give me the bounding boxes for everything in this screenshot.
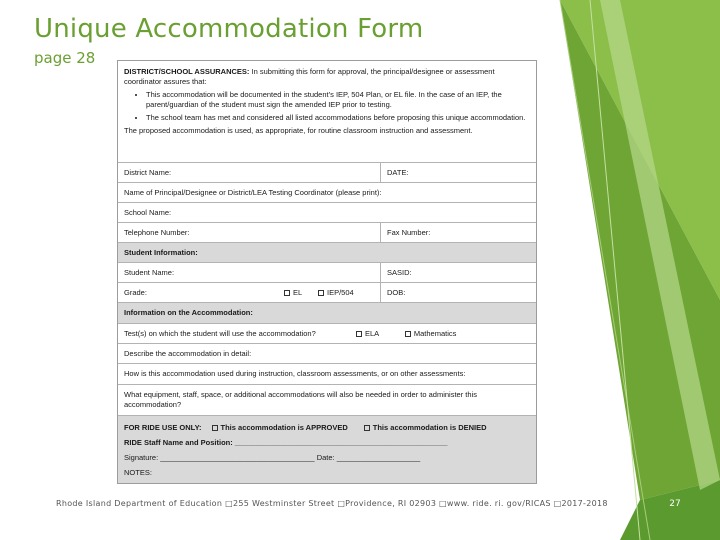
describe-row xyxy=(118,344,536,364)
how-used-row xyxy=(118,364,536,385)
assurance-bullet: • The school team has met and considered all listed accommodations before proposing this unique accommodation. xyxy=(146,113,530,123)
assurances-heading: DISTRICT/SCHOOL ASSURANCES: xyxy=(124,67,250,76)
principal-row xyxy=(118,183,536,203)
principal-name-label: Name of Principal/Designee or District/LEA Testing Coordinator (please print): xyxy=(124,188,382,197)
test-options xyxy=(350,324,536,343)
slide-title: Unique Accommodation Form xyxy=(34,14,424,44)
assurances-intro: In submitting this form for approval, the principal/designee or assessment coordinator assures that: xyxy=(124,67,495,86)
assurances-closing: The proposed accommodation is used, as appropriate, for routine classroom instruction and assessment. xyxy=(124,126,473,135)
mathematics-label: Mathematics xyxy=(413,329,457,338)
describe-label: Describe the accommodation in detail: xyxy=(124,349,252,358)
ride-use-section xyxy=(118,416,536,483)
school-row xyxy=(118,203,536,223)
page-number: 27 xyxy=(669,499,681,509)
ride-use-heading: FOR RIDE USE ONLY: xyxy=(124,423,202,432)
how-used-label: How is this accommodation used during instruction, classroom assessments, or on other assessments: xyxy=(124,369,466,378)
school-name-label: School Name: xyxy=(124,208,172,217)
telephone-row xyxy=(118,223,536,243)
iep504-checkbox[interactable] xyxy=(318,290,324,296)
assurances-list xyxy=(124,90,530,123)
denied-checkbox[interactable] xyxy=(364,425,370,431)
accommodation-info-heading: Information on the Accommodation: xyxy=(124,308,253,317)
iep504-label: IEP/504 xyxy=(327,288,354,297)
tests-label: Test(s) on which the student will use the accommodation? xyxy=(124,329,316,338)
signature-line: Signature: _____________________________________ Date: ____________________ xyxy=(124,453,421,462)
student-name-row xyxy=(118,263,536,283)
grade-label: Grade: xyxy=(124,288,147,297)
date-label: DATE: xyxy=(380,163,536,182)
district-name-label: District Name: xyxy=(124,168,172,177)
accommodation-form xyxy=(117,60,537,484)
slide-subtitle: page 28 xyxy=(34,49,96,67)
assurance-bullet: • This accommodation will be documented in the student’s IEP, 504 Plan, or EL file. In the case of an IEP, the parent/guardian of the student must sign the amended IEP prior to testing. xyxy=(146,90,530,110)
student-info-heading: Student Information: xyxy=(124,248,198,257)
equipment-row xyxy=(118,385,536,416)
ela-label: ELA xyxy=(365,329,379,338)
approved-checkbox[interactable] xyxy=(212,425,218,431)
approved-label: This accommodation is APPROVED xyxy=(220,423,348,432)
slide-footer: Rhode Island Department of Education □255 Westminster Street □Providence, RI 02903 □www. ride. ri. gov/RICAS □2017-2018 xyxy=(56,499,608,508)
fax-label: Fax Number: xyxy=(380,223,536,242)
notes-label: NOTES: xyxy=(124,468,152,477)
grade-row xyxy=(118,283,536,303)
el-label: EL xyxy=(293,288,302,297)
equipment-label: What equipment, staff, space, or additional accommodations will also be needed in order to administer this accommodation? xyxy=(124,390,477,409)
dob-label: DOB: xyxy=(380,283,536,302)
ride-staff-line: RIDE Staff Name and Position: ___________________________________________________ xyxy=(124,438,448,447)
district-row xyxy=(118,163,536,183)
grade-options xyxy=(278,283,380,302)
student-name-label: Student Name: xyxy=(124,268,175,277)
el-checkbox[interactable] xyxy=(284,290,290,296)
assurances-section xyxy=(118,61,536,163)
telephone-label: Telephone Number: xyxy=(124,228,190,237)
tests-row xyxy=(118,324,536,344)
ela-checkbox[interactable] xyxy=(356,331,362,337)
accommodation-info-row xyxy=(118,303,536,324)
student-info-row xyxy=(118,243,536,263)
denied-label: This accommodation is DENIED xyxy=(372,423,487,432)
sasid-label: SASID: xyxy=(380,263,536,282)
mathematics-checkbox[interactable] xyxy=(405,331,411,337)
